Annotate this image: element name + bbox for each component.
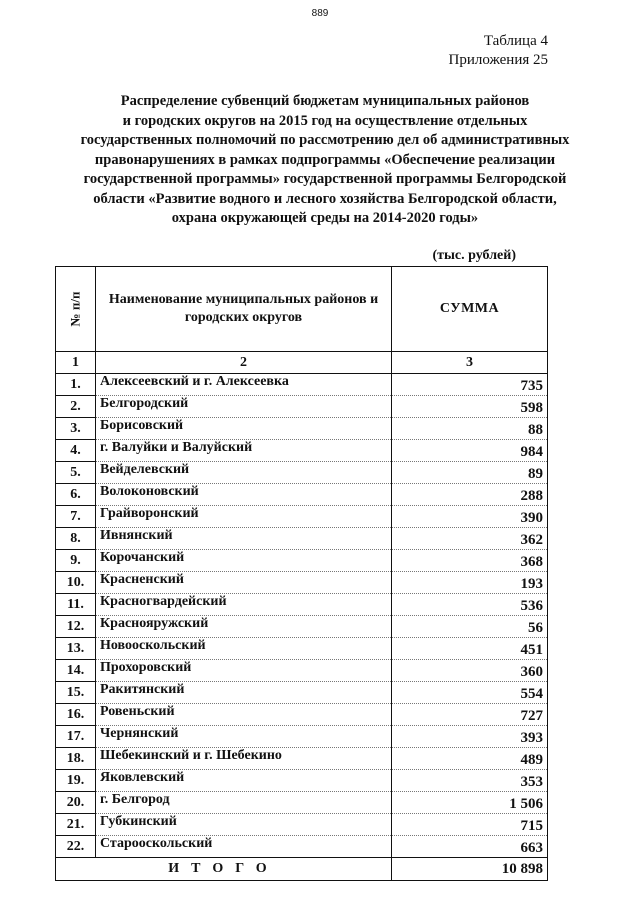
header-number-label: № п/п — [67, 291, 83, 326]
row-number: 13. — [56, 638, 96, 660]
row-number: 1. — [56, 374, 96, 396]
title-line: области «Развитие водного и лесного хозяйства Белгородской области, — [93, 190, 557, 207]
table-row — [56, 594, 548, 616]
total-label: ИТОГО — [56, 858, 392, 881]
row-number: 18. — [56, 748, 96, 770]
title-line: государственной программы» государственной программы Белгородской — [83, 171, 567, 187]
table-row — [56, 616, 548, 638]
row-sum: 393 — [392, 726, 548, 748]
row-number: 21. — [56, 814, 96, 836]
table-row — [56, 814, 548, 836]
header-sum: СУММА — [392, 267, 548, 352]
row-number: 22. — [56, 836, 96, 858]
table-row — [56, 396, 548, 418]
title-line: государственных полномочий по рассмотрению дел об административных — [80, 132, 570, 148]
row-number: 8. — [56, 528, 96, 550]
table-row — [56, 704, 548, 726]
table-row — [56, 836, 548, 858]
row-sum: 735 — [392, 374, 548, 396]
row-number: 16. — [56, 704, 96, 726]
header-name: Наименование муниципальных районов и городских округов — [96, 267, 392, 352]
row-sum: 554 — [392, 682, 548, 704]
column-index: 1 — [56, 352, 96, 374]
row-sum: 89 — [392, 462, 548, 484]
table-row — [56, 374, 548, 396]
document-title — [50, 92, 600, 229]
table-body — [56, 374, 548, 858]
units-label: (тыс. рублей) — [432, 248, 516, 263]
row-sum: 390 — [392, 506, 548, 528]
table-row — [56, 462, 548, 484]
row-number: 14. — [56, 660, 96, 682]
row-sum: 56 — [392, 616, 548, 638]
row-sum: 360 — [392, 660, 548, 682]
table-row — [56, 506, 548, 528]
row-district-name: Красногвардейский — [96, 594, 392, 616]
row-district-name: г. Валуйки и Валуйский — [96, 440, 392, 462]
title-line: Распределение субвенций бюджетам муниципальных районов — [120, 93, 530, 109]
table-header-row — [56, 267, 548, 352]
row-district-name: Ракитянский — [96, 682, 392, 704]
row-sum: 536 — [392, 594, 548, 616]
appendix-reference — [449, 32, 549, 70]
row-sum: 353 — [392, 770, 548, 792]
row-number: 6. — [56, 484, 96, 506]
row-sum: 727 — [392, 704, 548, 726]
column-index-row — [56, 352, 548, 374]
table-row — [56, 792, 548, 814]
column-index: 2 — [96, 352, 392, 374]
subsidy-table — [55, 266, 548, 881]
row-sum: 489 — [392, 748, 548, 770]
row-district-name: Белгородский — [96, 396, 392, 418]
row-number: 5. — [56, 462, 96, 484]
row-number: 10. — [56, 572, 96, 594]
title-line: охрана окружающей среды на 2014-2020 годы» — [171, 210, 479, 226]
row-number: 17. — [56, 726, 96, 748]
table-row — [56, 550, 548, 572]
row-district-name: Шебекинский и г. Шебекино — [96, 748, 392, 770]
table-row — [56, 418, 548, 440]
table-number: Таблица 4 — [483, 33, 548, 49]
row-district-name: Новооскольский — [96, 638, 392, 660]
header-number — [56, 267, 96, 352]
table-row — [56, 638, 548, 660]
row-district-name: Алексеевский и г. Алексеевка — [96, 374, 392, 396]
column-index: 3 — [392, 352, 548, 374]
table-row — [56, 572, 548, 594]
row-number: 12. — [56, 616, 96, 638]
table-row — [56, 682, 548, 704]
appendix-number: Приложения 25 — [448, 52, 548, 68]
row-sum: 88 — [392, 418, 548, 440]
row-sum: 663 — [392, 836, 548, 858]
row-number: 20. — [56, 792, 96, 814]
row-sum: 715 — [392, 814, 548, 836]
row-sum: 598 — [392, 396, 548, 418]
total-sum: 10 898 — [392, 858, 548, 881]
row-number: 3. — [56, 418, 96, 440]
row-district-name: Корочанский — [96, 550, 392, 572]
row-number: 19. — [56, 770, 96, 792]
table-row — [56, 770, 548, 792]
row-number: 4. — [56, 440, 96, 462]
row-number: 7. — [56, 506, 96, 528]
title-line: и городских округов на 2015 год на осуществление отдельных — [122, 112, 528, 129]
table-row — [56, 440, 548, 462]
row-sum: 362 — [392, 528, 548, 550]
row-number: 2. — [56, 396, 96, 418]
row-number: 11. — [56, 594, 96, 616]
row-district-name: Чернянский — [96, 726, 392, 748]
table-row — [56, 660, 548, 682]
row-sum: 451 — [392, 638, 548, 660]
row-district-name: Губкинский — [96, 814, 392, 836]
table-row — [56, 726, 548, 748]
row-sum: 984 — [392, 440, 548, 462]
row-district-name: Краснояружский — [96, 616, 392, 638]
row-sum: 193 — [392, 572, 548, 594]
title-line: правонарушениях в рамках подпрограммы «Обеспечение реализации — [94, 151, 556, 168]
row-district-name: Борисовский — [96, 418, 392, 440]
table-row — [56, 484, 548, 506]
row-sum: 288 — [392, 484, 548, 506]
row-district-name: Ровеньский — [96, 704, 392, 726]
total-row — [56, 858, 548, 881]
row-sum: 368 — [392, 550, 548, 572]
row-district-name: Волоконовский — [96, 484, 392, 506]
row-district-name: г. Белгород — [96, 792, 392, 814]
row-number: 15. — [56, 682, 96, 704]
page-number: 889 — [311, 8, 329, 19]
row-district-name: Прохоровский — [96, 660, 392, 682]
row-district-name: Старооскольский — [96, 836, 392, 858]
row-district-name: Грайворонский — [96, 506, 392, 528]
row-district-name: Ивнянский — [96, 528, 392, 550]
row-number: 9. — [56, 550, 96, 572]
row-district-name: Вейделевский — [96, 462, 392, 484]
row-district-name: Яковлевский — [96, 770, 392, 792]
table-row — [56, 528, 548, 550]
row-district-name: Красненский — [96, 572, 392, 594]
row-sum: 1 506 — [392, 792, 548, 814]
table-row — [56, 748, 548, 770]
